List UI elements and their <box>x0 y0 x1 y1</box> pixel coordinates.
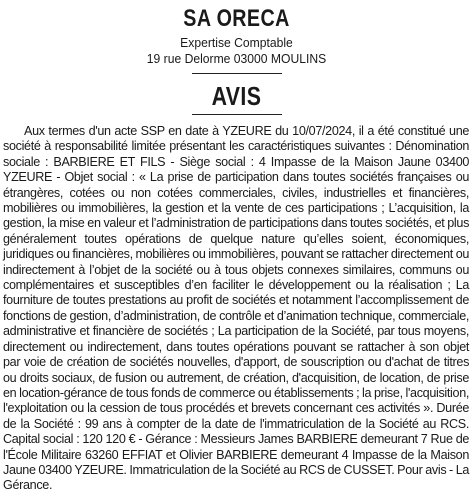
header-divider <box>192 73 282 74</box>
title-divider <box>192 114 282 115</box>
company-address: 19 rue Delorme 03000 MOULINS <box>146 51 327 66</box>
notice-body: Aux termes d'un acte SSP en date à YZEURE du 10/07/2024, il a été constitué une société à responsabilité limitée présentant les caractéristiques suivantes : Dénomination sociale : BARBIERE ET FILS - Siège social : 4 Impasse de la Maison Jaune 03400 YZEURE - Objet social : « La prise de participation dans toutes sociétés françaises ou étrangères, cotées ou non cotées commerciales, civiles, industrielles et financières, mobilières ou immobilières, la gestion et la vente de ces participations ; L’acquisition, la gestion, la mise en valeur et l’administration de participations dans toutes sociétés, et plus généralement toutes opérations de quelque nature qu’elles soient, économiques, juridiques ou financières, mobilières ou immobilières, pouvant se rattacher directement ou indirectement à l’objet de la société ou à tous objets connexes similaires, communs ou complémentaires et susceptibles d’en faciliter le développement ou la réalisation ; La fourniture de toutes prestations au profit de sociétés et notamment l’accomplissement de fonctions de gestion, d’administration, de contrôle et d’animation technique, commerciale, administrative et financière de sociétés ; La participation de la Société, par tous moyens, directement ou indirectement, dans toutes opérations pouvant se rattacher à son objet par voie de création de sociétés nouvelles, d'apport, de souscription ou d'achat de titres ou droits sociaux, de fusion ou autrement, de création, d'acquisition, de location, de prise en location-gérance de tous fonds de commerce ou établissements ; la prise, l'acquisition, l'exploitation ou la cession de tous procédés et brevets concernant ces activités ». Durée de la Société : 99 ans à compter de la date de l'immatriculation de la Société au RCS. Capital social : 120 120 € - Gérance : Messieurs James BARBIERE demeurant 7 Rue de l'École Militaire 63260 EFFIAT et Olivier BARBIERE demeurant 4 Impasse de la Maison Jaune 03400 YZEURE. Immatriculation de la Société au RCS de CUSSET. Pour avis - La Gérance. <box>3 123 470 493</box>
company-activity: Expertise Comptable <box>180 35 293 50</box>
company-name: SA ORECA <box>183 5 290 32</box>
notice-title: AVIS <box>211 81 262 111</box>
